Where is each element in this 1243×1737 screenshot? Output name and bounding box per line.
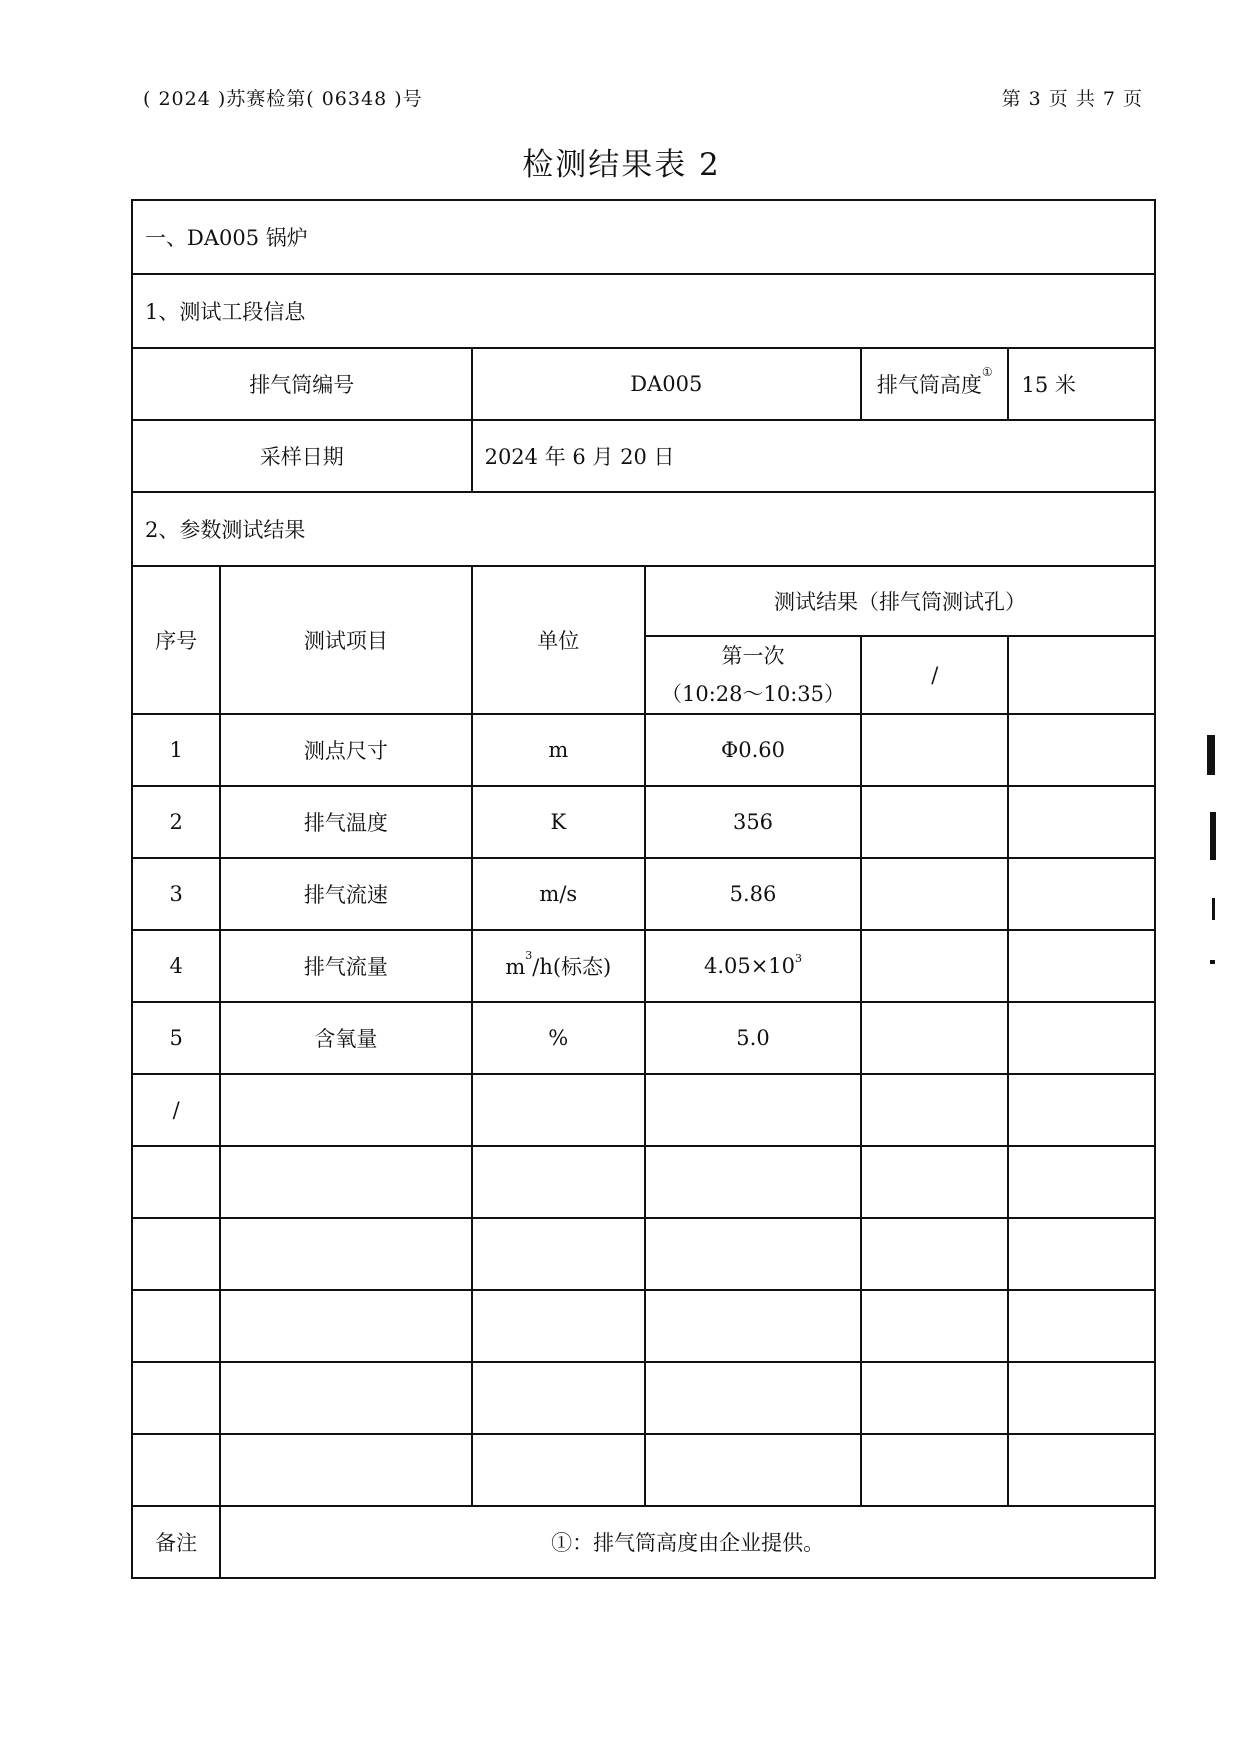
row-empty-cell [861, 786, 1008, 858]
row-no: 1 [132, 714, 220, 786]
col-header-unit: 单位 [472, 566, 645, 714]
row-empty-cell [220, 1074, 471, 1146]
row-no: / [132, 1074, 220, 1146]
row-empty-cell [645, 1434, 861, 1506]
sampling-date-value: 2024 年 6 月 20 日 [472, 420, 1155, 492]
row-empty-cell [132, 1434, 220, 1506]
row-unit: m [472, 714, 645, 786]
row-empty-cell [220, 1218, 471, 1290]
section-1-heading: 一、DA005 锅炉 [132, 200, 1155, 274]
first-measurement-time: （10:28～10:35） [660, 682, 846, 706]
row-empty-cell [472, 1434, 645, 1506]
row-unit: K [472, 786, 645, 858]
row-empty-cell [1008, 1218, 1155, 1290]
remarks-text: ①：排气筒高度由企业提供。 [220, 1506, 1155, 1578]
row-empty-cell [645, 1290, 861, 1362]
row-empty-cell [861, 1146, 1008, 1218]
table-row [132, 786, 1155, 858]
row-empty-cell [472, 1074, 645, 1146]
table-row [132, 1218, 1155, 1290]
row-value: 5.86 [645, 858, 861, 930]
footnote-marker: ① [981, 365, 993, 379]
row-empty-cell [1008, 714, 1155, 786]
stack-no-value: DA005 [472, 348, 861, 420]
col-header-third [1008, 636, 1155, 714]
row-unit: % [472, 1002, 645, 1074]
row-empty-cell [472, 1290, 645, 1362]
row-no: 4 [132, 930, 220, 1002]
section-1-subheading: 1、测试工段信息 [132, 274, 1155, 348]
row-empty-cell [1008, 1434, 1155, 1506]
results-table [131, 199, 1156, 1579]
row-empty-cell [861, 1290, 1008, 1362]
col-header-first [645, 636, 861, 714]
row-empty-cell [861, 858, 1008, 930]
row-empty-cell [1008, 1074, 1155, 1146]
row-empty-cell [645, 1362, 861, 1434]
row-empty-cell [472, 1218, 645, 1290]
sampling-date-label: 采样日期 [132, 420, 472, 492]
row-item: 测点尺寸 [220, 714, 471, 786]
row-value: Φ0.60 [645, 714, 861, 786]
report-number: ( 2024 )苏赛检第( 06348 )号 [143, 88, 423, 110]
unit-base: m [505, 955, 526, 979]
row-empty-cell [861, 714, 1008, 786]
row-item: 排气流速 [220, 858, 471, 930]
col-header-second: / [861, 636, 1008, 714]
row-empty-cell [861, 930, 1008, 1002]
row-no: 5 [132, 1002, 220, 1074]
scan-artifact [1212, 898, 1215, 920]
row-empty-cell [220, 1290, 471, 1362]
row-empty-cell [861, 1362, 1008, 1434]
table-row [132, 858, 1155, 930]
row-value: 356 [645, 786, 861, 858]
row-no: 2 [132, 786, 220, 858]
row-empty-cell [861, 1074, 1008, 1146]
row-value: 5.0 [645, 1002, 861, 1074]
row-unit [472, 930, 645, 1002]
row-unit: m/s [472, 858, 645, 930]
scan-artifact [1207, 735, 1215, 775]
table-row [132, 930, 1155, 1002]
table-row [132, 1002, 1155, 1074]
table-row [132, 1146, 1155, 1218]
table-row [132, 1290, 1155, 1362]
row-empty-cell [132, 1362, 220, 1434]
unit-superscript: 3 [525, 949, 533, 962]
row-empty-cell [220, 1146, 471, 1218]
table-row [132, 714, 1155, 786]
page-title: 检测结果表 2 [522, 147, 721, 183]
row-empty-cell [1008, 786, 1155, 858]
row-empty-cell [1008, 1002, 1155, 1074]
row-empty-cell [472, 1146, 645, 1218]
scan-artifact [1210, 812, 1216, 860]
stack-height-label: 排气筒高度 [876, 373, 982, 397]
first-measurement-label: 第一次 [721, 644, 785, 668]
row-empty-cell [220, 1434, 471, 1506]
remarks-label: 备注 [132, 1506, 220, 1578]
row-empty-cell [1008, 1362, 1155, 1434]
row-empty-cell [1008, 930, 1155, 1002]
row-item: 含氧量 [220, 1002, 471, 1074]
row-empty-cell [1008, 858, 1155, 930]
value-superscript: 3 [795, 952, 803, 965]
row-empty-cell [645, 1218, 861, 1290]
table-row [132, 1074, 1155, 1146]
table-row [132, 1434, 1155, 1506]
table-row [132, 1362, 1155, 1434]
stack-height-value: 15 米 [1008, 348, 1155, 420]
col-header-results: 测试结果（排气筒测试孔） [645, 566, 1155, 636]
row-empty-cell [220, 1362, 471, 1434]
row-value [645, 930, 861, 1002]
scan-artifact [1210, 960, 1215, 964]
row-empty-cell [645, 1146, 861, 1218]
row-empty-cell [861, 1218, 1008, 1290]
row-item: 排气流量 [220, 930, 471, 1002]
row-no: 3 [132, 858, 220, 930]
value-base: 4.05×10 [703, 954, 796, 978]
stack-height-label-cell [861, 348, 1008, 420]
unit-rest: /h(标态) [532, 955, 612, 979]
row-empty-cell [132, 1218, 220, 1290]
row-empty-cell [1008, 1290, 1155, 1362]
page-indicator: 第 3 页 共 7 页 [1001, 88, 1143, 110]
row-empty-cell [861, 1434, 1008, 1506]
col-header-item: 测试项目 [220, 566, 471, 714]
row-empty-cell [861, 1002, 1008, 1074]
col-header-no: 序号 [132, 566, 220, 714]
row-empty-cell [132, 1146, 220, 1218]
row-empty-cell [472, 1362, 645, 1434]
section-2-heading: 2、参数测试结果 [132, 492, 1155, 566]
row-empty-cell [1008, 1146, 1155, 1218]
row-item: 排气温度 [220, 786, 471, 858]
row-empty-cell [645, 1074, 861, 1146]
row-empty-cell [132, 1290, 220, 1362]
stack-no-label: 排气筒编号 [132, 348, 472, 420]
